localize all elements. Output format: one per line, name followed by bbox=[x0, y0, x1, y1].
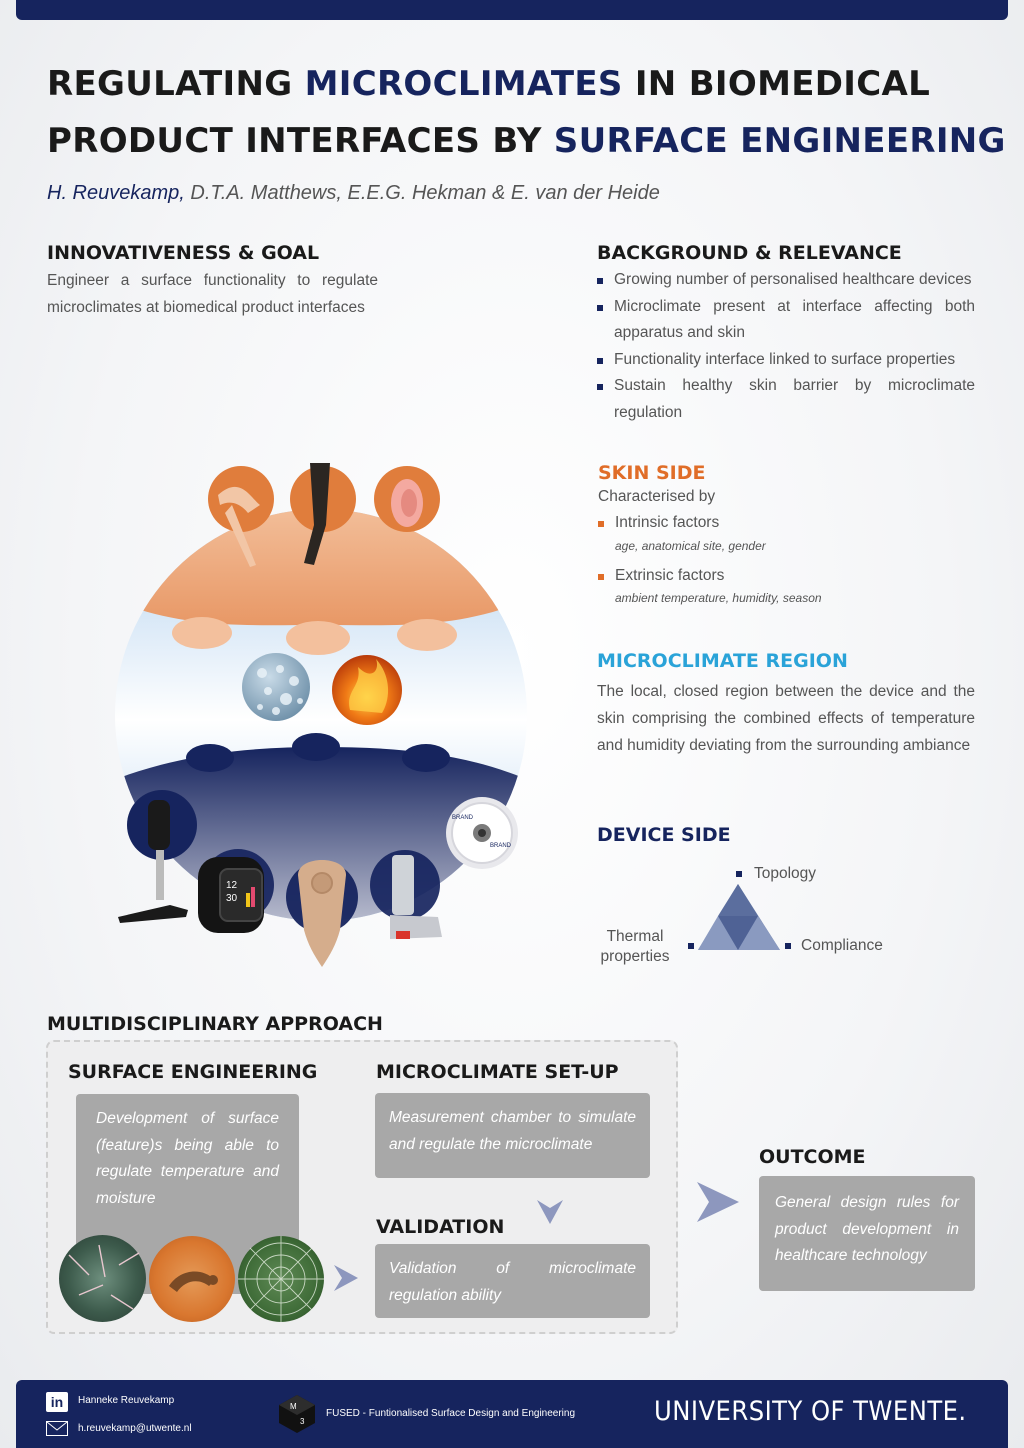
topology-label: Topology bbox=[754, 865, 817, 882]
bullet-icon bbox=[597, 384, 603, 390]
thermal-properties-label bbox=[600, 927, 670, 967]
watch-time: 12 bbox=[226, 880, 238, 891]
interface-diagram bbox=[100, 455, 540, 985]
mail-icon[interactable] bbox=[46, 1421, 68, 1441]
setup-box: Measurement chamber to simulate and regulate the microclimate bbox=[375, 1093, 650, 1178]
svg-text:M: M bbox=[290, 1402, 297, 1411]
bullet-icon bbox=[597, 358, 603, 364]
bullet-icon bbox=[598, 574, 604, 580]
title-text: PRODUCT INTERFACES BY bbox=[47, 121, 554, 161]
list-item-subtext: ambient temperature, humidity, season bbox=[615, 591, 822, 605]
footer-name: Hanneke Reuvekamp bbox=[78, 1395, 175, 1406]
list-item-subtext: age, anatomical site, gender bbox=[615, 538, 766, 553]
svg-text:3: 3 bbox=[300, 1417, 305, 1426]
skin-side-heading: SKIN SIDE bbox=[598, 462, 706, 484]
title-text: REGULATING bbox=[47, 64, 305, 104]
list-item-text: Functionality interface linked to surface properties bbox=[614, 350, 956, 368]
lizard-image bbox=[149, 1236, 235, 1322]
validation-box: Validation of microclimate regulation ability bbox=[375, 1244, 650, 1318]
fused-logo-icon bbox=[278, 1394, 316, 1439]
electrode-brand: BRAND bbox=[490, 843, 512, 849]
list-item-text: Sustain healthy skin barrier by microclimate regulation bbox=[614, 377, 975, 421]
list-item-text: Microclimate present at interface affecting both apparatus and skin bbox=[614, 297, 975, 341]
list-item bbox=[597, 347, 975, 374]
bullet-icon bbox=[736, 871, 742, 877]
authors bbox=[47, 182, 660, 205]
poster-title-line-2 bbox=[47, 121, 1006, 161]
innovativeness-text: Engineer a surface functionality to regulate microclimates at biomedical product interfaces bbox=[47, 272, 378, 316]
list-item-text: Intrinsic factors bbox=[615, 514, 720, 531]
bullet-icon bbox=[785, 943, 791, 949]
co-authors: D.T.A. Matthews, E.E.G. Hekman & E. van der Heide bbox=[184, 182, 660, 204]
bullet-icon bbox=[688, 943, 694, 949]
spiderweb-image bbox=[238, 1236, 324, 1322]
surface-engineering-box: Development of surface (feature)s being able to regulate temperature and moisture bbox=[76, 1094, 299, 1294]
arrow-right-icon bbox=[695, 1180, 741, 1229]
footer-fused: FUSED - Funtionalised Surface Design and Engineering bbox=[326, 1408, 576, 1419]
surface-engineering-heading: SURFACE ENGINEERING bbox=[68, 1061, 318, 1083]
footer-bar bbox=[16, 1380, 1008, 1448]
setup-heading: MICROCLIMATE SET-UP bbox=[376, 1061, 619, 1083]
title-highlight: MICROCLIMATES bbox=[304, 64, 623, 104]
watch-time: 30 bbox=[226, 893, 238, 904]
device-side-heading: DEVICE SIDE bbox=[597, 824, 731, 846]
outcome-heading: OUTCOME bbox=[759, 1146, 866, 1168]
thermal-label-line: Thermal bbox=[606, 928, 664, 945]
list-item bbox=[598, 510, 898, 555]
list-item-text: Growing number of personalised healthcare devices bbox=[614, 271, 972, 288]
device-triangle bbox=[690, 878, 790, 953]
list-item bbox=[597, 294, 975, 347]
outcome-box: General design rules for product development in healthcare technology bbox=[759, 1176, 975, 1291]
linkedin-icon[interactable]: in bbox=[46, 1392, 68, 1412]
electrode-brand: BRAND bbox=[452, 815, 474, 821]
cactus-image bbox=[59, 1235, 146, 1322]
list-item-text: Extrinsic factors bbox=[615, 566, 725, 584]
skin-side-intro: Characterised by bbox=[598, 488, 716, 505]
first-author: H. Reuvekamp, bbox=[47, 182, 185, 204]
microclimate-heading: MICROCLIMATE REGION bbox=[597, 650, 848, 672]
arrow-down-icon bbox=[535, 1198, 565, 1231]
list-item bbox=[598, 563, 898, 608]
background-heading: BACKGROUND & RELEVANCE bbox=[597, 242, 902, 264]
innovativeness-heading: INNOVATIVENESS & GOAL bbox=[47, 242, 320, 264]
compliance-label: Compliance bbox=[801, 937, 883, 954]
title-highlight: SURFACE ENGINEERING bbox=[553, 121, 1006, 161]
background-list bbox=[597, 267, 975, 426]
bullet-icon bbox=[598, 521, 604, 527]
footer-email[interactable]: h.reuvekamp@utwente.nl bbox=[78, 1423, 192, 1434]
title-text: IN BIOMEDICAL bbox=[622, 64, 931, 104]
bullet-icon bbox=[597, 305, 603, 311]
interface-illustration bbox=[100, 455, 540, 985]
bullet-icon bbox=[597, 278, 603, 284]
thermal-label-line: properties bbox=[600, 948, 670, 965]
top-banner bbox=[16, 0, 1008, 20]
approach-heading: MULTIDISCIPLINARY APPROACH bbox=[47, 1013, 383, 1035]
list-item bbox=[597, 373, 975, 426]
list-item bbox=[597, 267, 975, 294]
poster-title-line-1 bbox=[47, 64, 930, 104]
university-logo-text: UNIVERSITY OF TWENTE. bbox=[654, 1396, 967, 1427]
arrow-right-icon bbox=[332, 1263, 360, 1298]
skin-side-list bbox=[598, 510, 898, 615]
validation-heading: VALIDATION bbox=[376, 1216, 505, 1238]
microclimate-text: The local, closed region between the device and the skin comprising the combined effects of temperature and humidity deviating from the surrounding ambiance bbox=[597, 683, 975, 754]
